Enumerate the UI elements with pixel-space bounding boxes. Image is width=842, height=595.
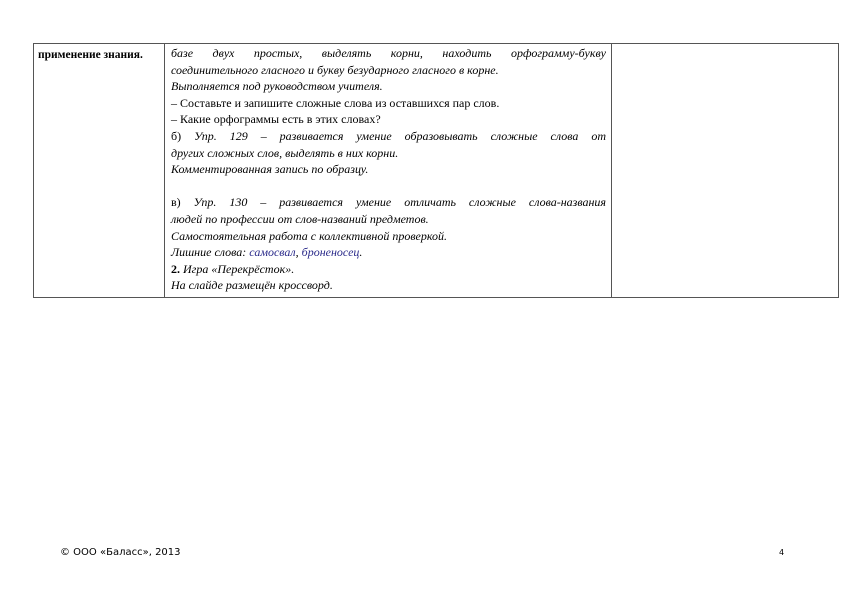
exercise-129-text: Упр. 129 – развивается умение образовывать сложные слова от bbox=[194, 128, 606, 143]
content-line-7: других сложных слов, выделять в них корни. bbox=[171, 145, 399, 160]
extra-words-end: . bbox=[359, 245, 363, 260]
content-line-10: людей по профессии от слов-названий предметов. bbox=[171, 211, 429, 226]
item-b-prefix: б) bbox=[171, 128, 195, 143]
game-title: Игра «Перекрёсток». bbox=[180, 261, 295, 276]
blank-line bbox=[171, 178, 606, 195]
stage-content bbox=[171, 45, 606, 294]
lesson-table bbox=[33, 43, 839, 298]
content-line-12 bbox=[171, 244, 606, 261]
item-v-prefix: в) bbox=[171, 195, 194, 210]
content-line-2: соединительного гласного и букву безударного гласного в корне. bbox=[171, 62, 499, 77]
game-number: 2. bbox=[171, 261, 180, 276]
content-line-3: Выполняется под руководством учителя. bbox=[171, 79, 383, 94]
exercise-130-text: Упр. 130 – развивается умение отличать сложные слова-названия bbox=[193, 195, 606, 210]
content-line-11: Самостоятельная работа с коллективной проверкой. bbox=[171, 228, 448, 243]
copyright-footer: © ООО «Баласс», 2013 bbox=[60, 547, 181, 558]
content-line-5: – Какие орфограммы есть в этих словах? bbox=[171, 112, 381, 127]
page-number: 4 bbox=[779, 548, 785, 557]
stage-label: применение знания. bbox=[38, 49, 143, 61]
content-line-6 bbox=[171, 128, 606, 145]
column-divider-2 bbox=[611, 44, 612, 297]
extra-words-label: Лишние слова: bbox=[171, 245, 250, 260]
extra-word-2: броненосец bbox=[301, 245, 360, 260]
content-line-13 bbox=[171, 261, 606, 278]
extra-words-separator: , bbox=[295, 245, 302, 260]
content-line-4: – Составьте и запишите сложные слова из оставшихся пар слов. bbox=[171, 95, 500, 110]
content-line-1: базе двух простых, выделять корни, находить орфограмму-букву bbox=[171, 46, 606, 60]
content-line-14: На слайде размещён кроссворд. bbox=[171, 278, 333, 293]
column-divider-1 bbox=[164, 44, 165, 297]
extra-word-1: самосвал bbox=[249, 245, 296, 260]
content-line-9 bbox=[171, 194, 606, 211]
content-line-8: Комментированная запись по образцу. bbox=[171, 162, 369, 177]
